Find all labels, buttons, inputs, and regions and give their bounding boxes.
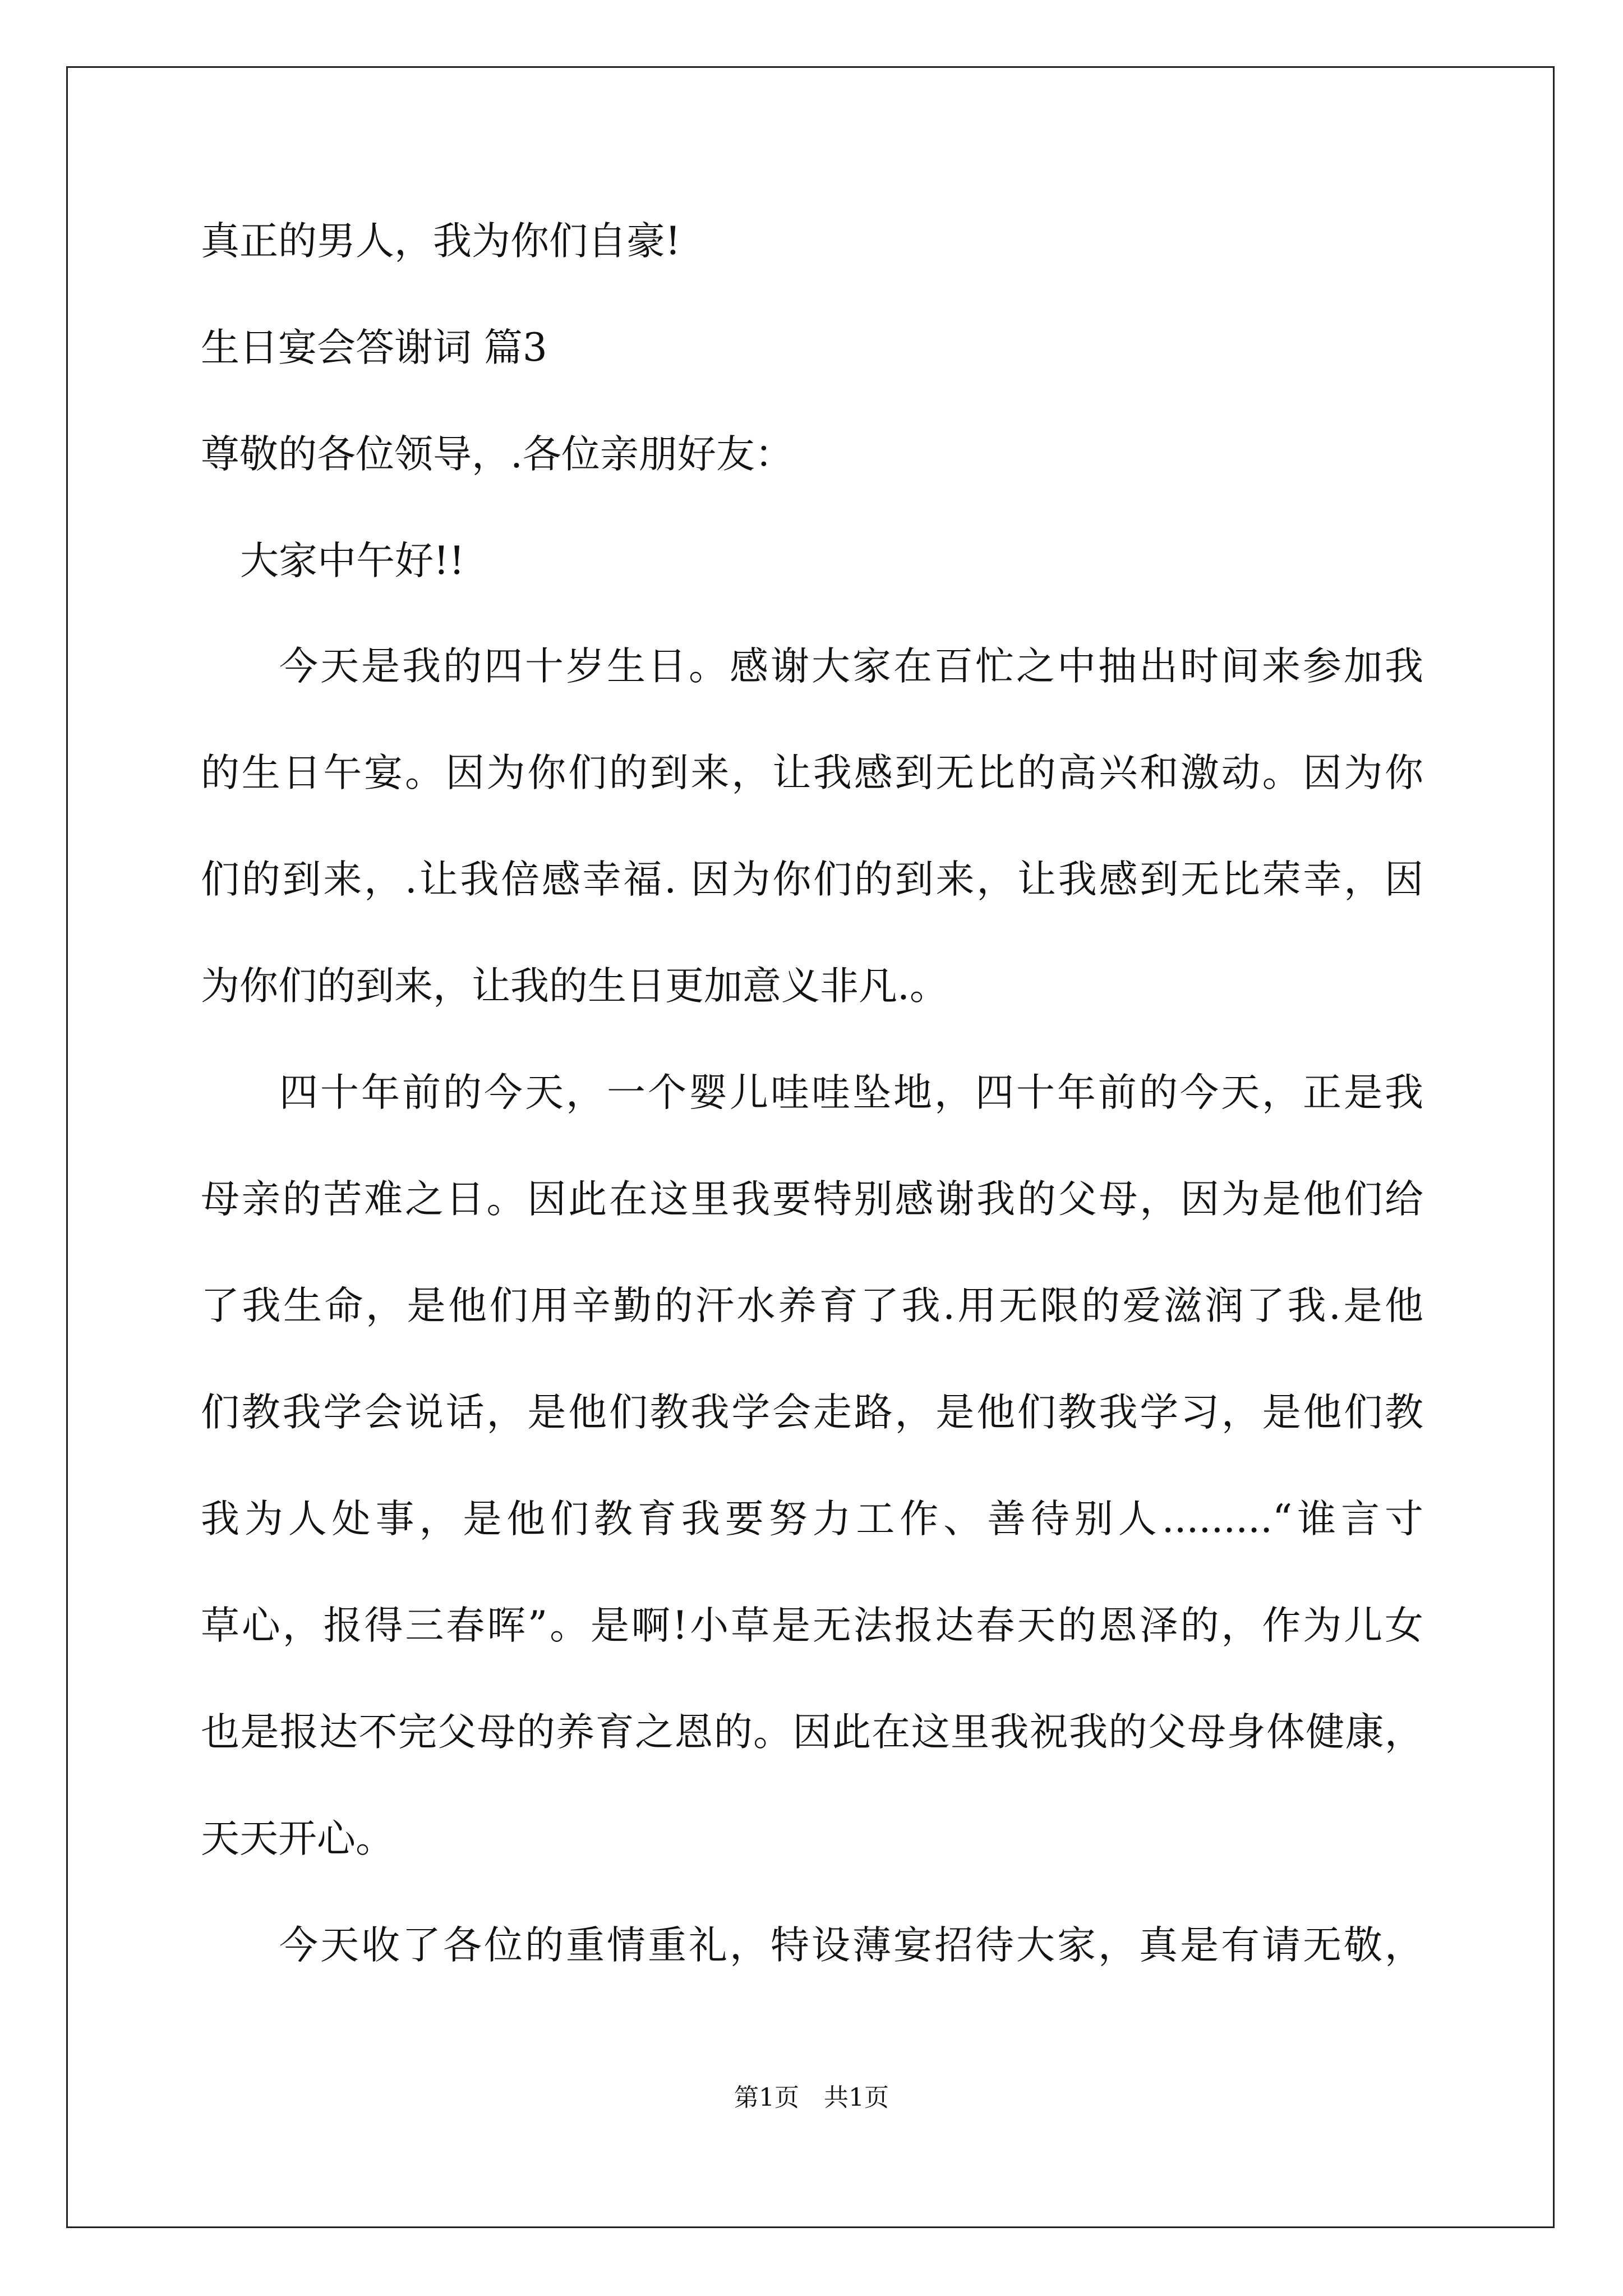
text-line: 们教我学会说话，是他们教我学会走路，是他们教我学习，是他们教 — [201, 1390, 1423, 1435]
page-number: 第1页 共1页 — [734, 2083, 889, 2112]
text-line: 也是报达不完父母的养育之恩的。因此在这里我祝我的父母身体健康， — [201, 1710, 1423, 1755]
text-line: 我为人处事，是他们教育我要努力工作、善待别人.........“谁言寸 — [201, 1497, 1423, 1542]
text-line: 草心，报得三春晖”。是啊!小草是无法报达春天的恩泽的，作为儿女 — [201, 1603, 1423, 1648]
text-line: 的生日午宴。因为你们的到来，让我感到无比的高兴和激动。因为你 — [201, 751, 1423, 795]
text-line: 今天收了各位的重情重礼，特设薄宴招待大家，真是有请无敬， — [279, 1923, 1423, 1968]
page-border — [66, 66, 1555, 2228]
text-line: 为你们的到来，让我的生日更加意义非凡.。 — [201, 964, 948, 1009]
text-line: 四十年前的今天，一个婴儿哇哇坠地，四十年前的今天，正是我 — [279, 1070, 1423, 1115]
salutation: 尊敬的各位领导，.各位亲朋好友： — [201, 432, 794, 477]
text-line: 天天开心。 — [201, 1816, 394, 1861]
text-line: 今天是我的四十岁生日。感谢大家在百忙之中抽出时间来参加我 — [279, 644, 1423, 689]
text-line: 们的到来，.让我倍感幸福. 因为你们的到来，让我感到无比荣幸，因 — [201, 857, 1423, 902]
greeting: 大家中午好!! — [240, 539, 465, 583]
text-line: 了我生命，是他们用辛勤的汗水养育了我.用无限的爱滋润了我.是他 — [201, 1283, 1423, 1328]
text-line: 母亲的苦难之日。因此在这里我要特别感谢我的父母，因为是他们给 — [201, 1177, 1423, 1222]
section-heading: 生日宴会答谢词 篇3 — [201, 325, 547, 370]
text-line: 真正的男人，我为你们自豪! — [201, 219, 681, 264]
